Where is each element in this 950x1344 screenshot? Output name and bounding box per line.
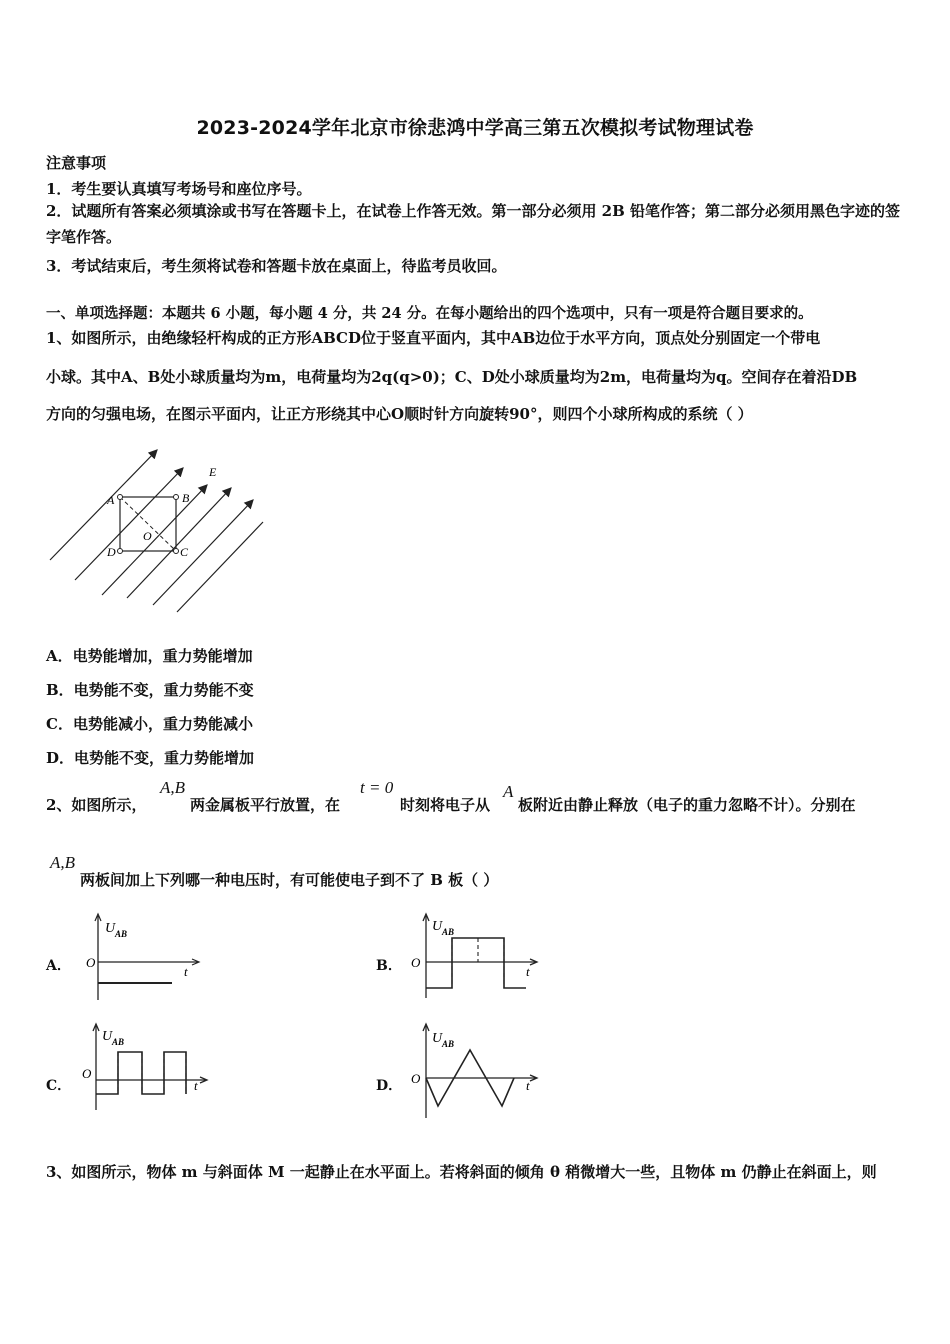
notice-heading: 注意事项	[46, 154, 107, 172]
q1-option-c: C．电势能减小，重力势能减小	[46, 715, 253, 733]
notice-item-3: 3．考试结束后，考生须将试卷和答题卡放在桌面上，待监考员收回。	[46, 257, 507, 275]
svg-text:AB: AB	[115, 929, 128, 939]
q1-electric-field-figure	[45, 440, 275, 615]
q2-stem-line2: 两板间加上下列哪一种电压时，有可能使电子到不了 B 板（ ）	[80, 871, 499, 889]
svg-text:t: t	[526, 964, 530, 979]
q1-stem-line2: 小球。其中A、B处小球质量均为m，电荷量均为2q(q>0)；C、D处小球质量均为2m，电荷量均为q。空间存在着沿DB	[46, 368, 858, 386]
q2-option-c-label: C．	[46, 1078, 72, 1094]
svg-text:U: U	[432, 919, 443, 934]
label-d: D	[107, 545, 116, 559]
ball-a	[118, 495, 123, 500]
label-e: E	[209, 465, 217, 479]
page-title: 2023-2024学年北京市徐悲鸿中学高三第五次模拟考试物理试卷	[196, 117, 754, 139]
svg-text:AB: AB	[442, 1039, 455, 1049]
label-b: B	[182, 491, 190, 505]
field-line	[50, 450, 157, 560]
notice-item-2: 2．试题所有答案必须填涂或书写在答题卡上，在试卷上作答无效。第一部分必须用 2B 铅笔作答；第二部分必须用黑色字迹的签字笔作答。	[46, 202, 901, 246]
section-heading: 一、单项选择题：本题共 6 小题，每小题 4 分，共 24 分。在每小题给出的四个选项中，只有一项是符合题目要求的。	[46, 305, 813, 322]
q3-stem: 3、如图所示，物体 m 与斜面体 M 一起静止在水平面上。若将斜面的倾角 θ 稍微增大一些，且物体 m 仍静止在斜面上，则	[46, 1163, 877, 1181]
q2-option-b-label: B．	[376, 958, 402, 974]
label-a: A	[107, 493, 115, 507]
svg-text:O: O	[86, 955, 96, 970]
q2-graph-a	[80, 912, 205, 1004]
q2-option-d-label: D．	[376, 1078, 403, 1094]
field-line	[153, 500, 253, 605]
q2-prefix: 2、如图所示，	[46, 796, 147, 814]
q2-a-symbol: A	[503, 782, 514, 801]
q1-stem-line1: 1、如图所示，由绝缘轻杆构成的正方形ABCD位于竖直平面内，其中AB边位于水平方向，顶点处分别固定一个带电	[46, 329, 821, 347]
ball-b	[174, 495, 179, 500]
q1-option-a: A．电势能增加，重力势能增加	[46, 647, 253, 665]
q2-graph-b	[408, 912, 543, 1004]
label-o: O	[143, 529, 152, 543]
svg-text:U: U	[102, 1029, 113, 1044]
ball-c	[174, 549, 179, 554]
label-c: C	[180, 545, 189, 559]
field-line	[127, 488, 231, 598]
q1-option-d: D．电势能不变，重力势能增加	[46, 749, 255, 767]
field-line	[75, 468, 183, 580]
field-line	[102, 485, 207, 595]
q2-mid3: 板附近由静止释放（电子的重力忽略不计）。分别在	[518, 796, 856, 814]
ball-d	[118, 549, 123, 554]
q1-stem-line3: 方向的匀强电场，在图示平面内，让正方形绕其中心O顺时针方向旋转90°，则四个小球所构成的系统（ ）	[46, 405, 753, 423]
q2-ab-symbol-2: A,B	[50, 853, 76, 872]
notice-item-1: 1．考生要认真填写考场号和座位序号。	[46, 180, 312, 198]
q2-mid1: 两金属板平行放置，在	[190, 796, 341, 814]
q2-ab-symbol: A,B	[160, 778, 186, 797]
svg-text:AB: AB	[442, 927, 455, 937]
q2-option-a-label: A．	[46, 958, 71, 974]
svg-text:t: t	[194, 1078, 198, 1093]
svg-text:O: O	[411, 955, 421, 970]
svg-text:t: t	[526, 1078, 530, 1093]
q1-option-b: B．电势能不变，重力势能不变	[46, 681, 254, 699]
svg-text:O: O	[82, 1066, 92, 1081]
svg-text:t: t	[184, 964, 188, 979]
svg-text:U: U	[105, 921, 116, 936]
q2-graph-c	[80, 1022, 210, 1114]
svg-text:O: O	[411, 1071, 421, 1086]
q2-t-zero: t = 0	[360, 778, 394, 797]
q2-mid2: 时刻将电子从	[400, 796, 491, 814]
svg-text:AB: AB	[112, 1037, 125, 1047]
q2-graph-d	[408, 1022, 543, 1122]
svg-text:U: U	[432, 1031, 443, 1046]
